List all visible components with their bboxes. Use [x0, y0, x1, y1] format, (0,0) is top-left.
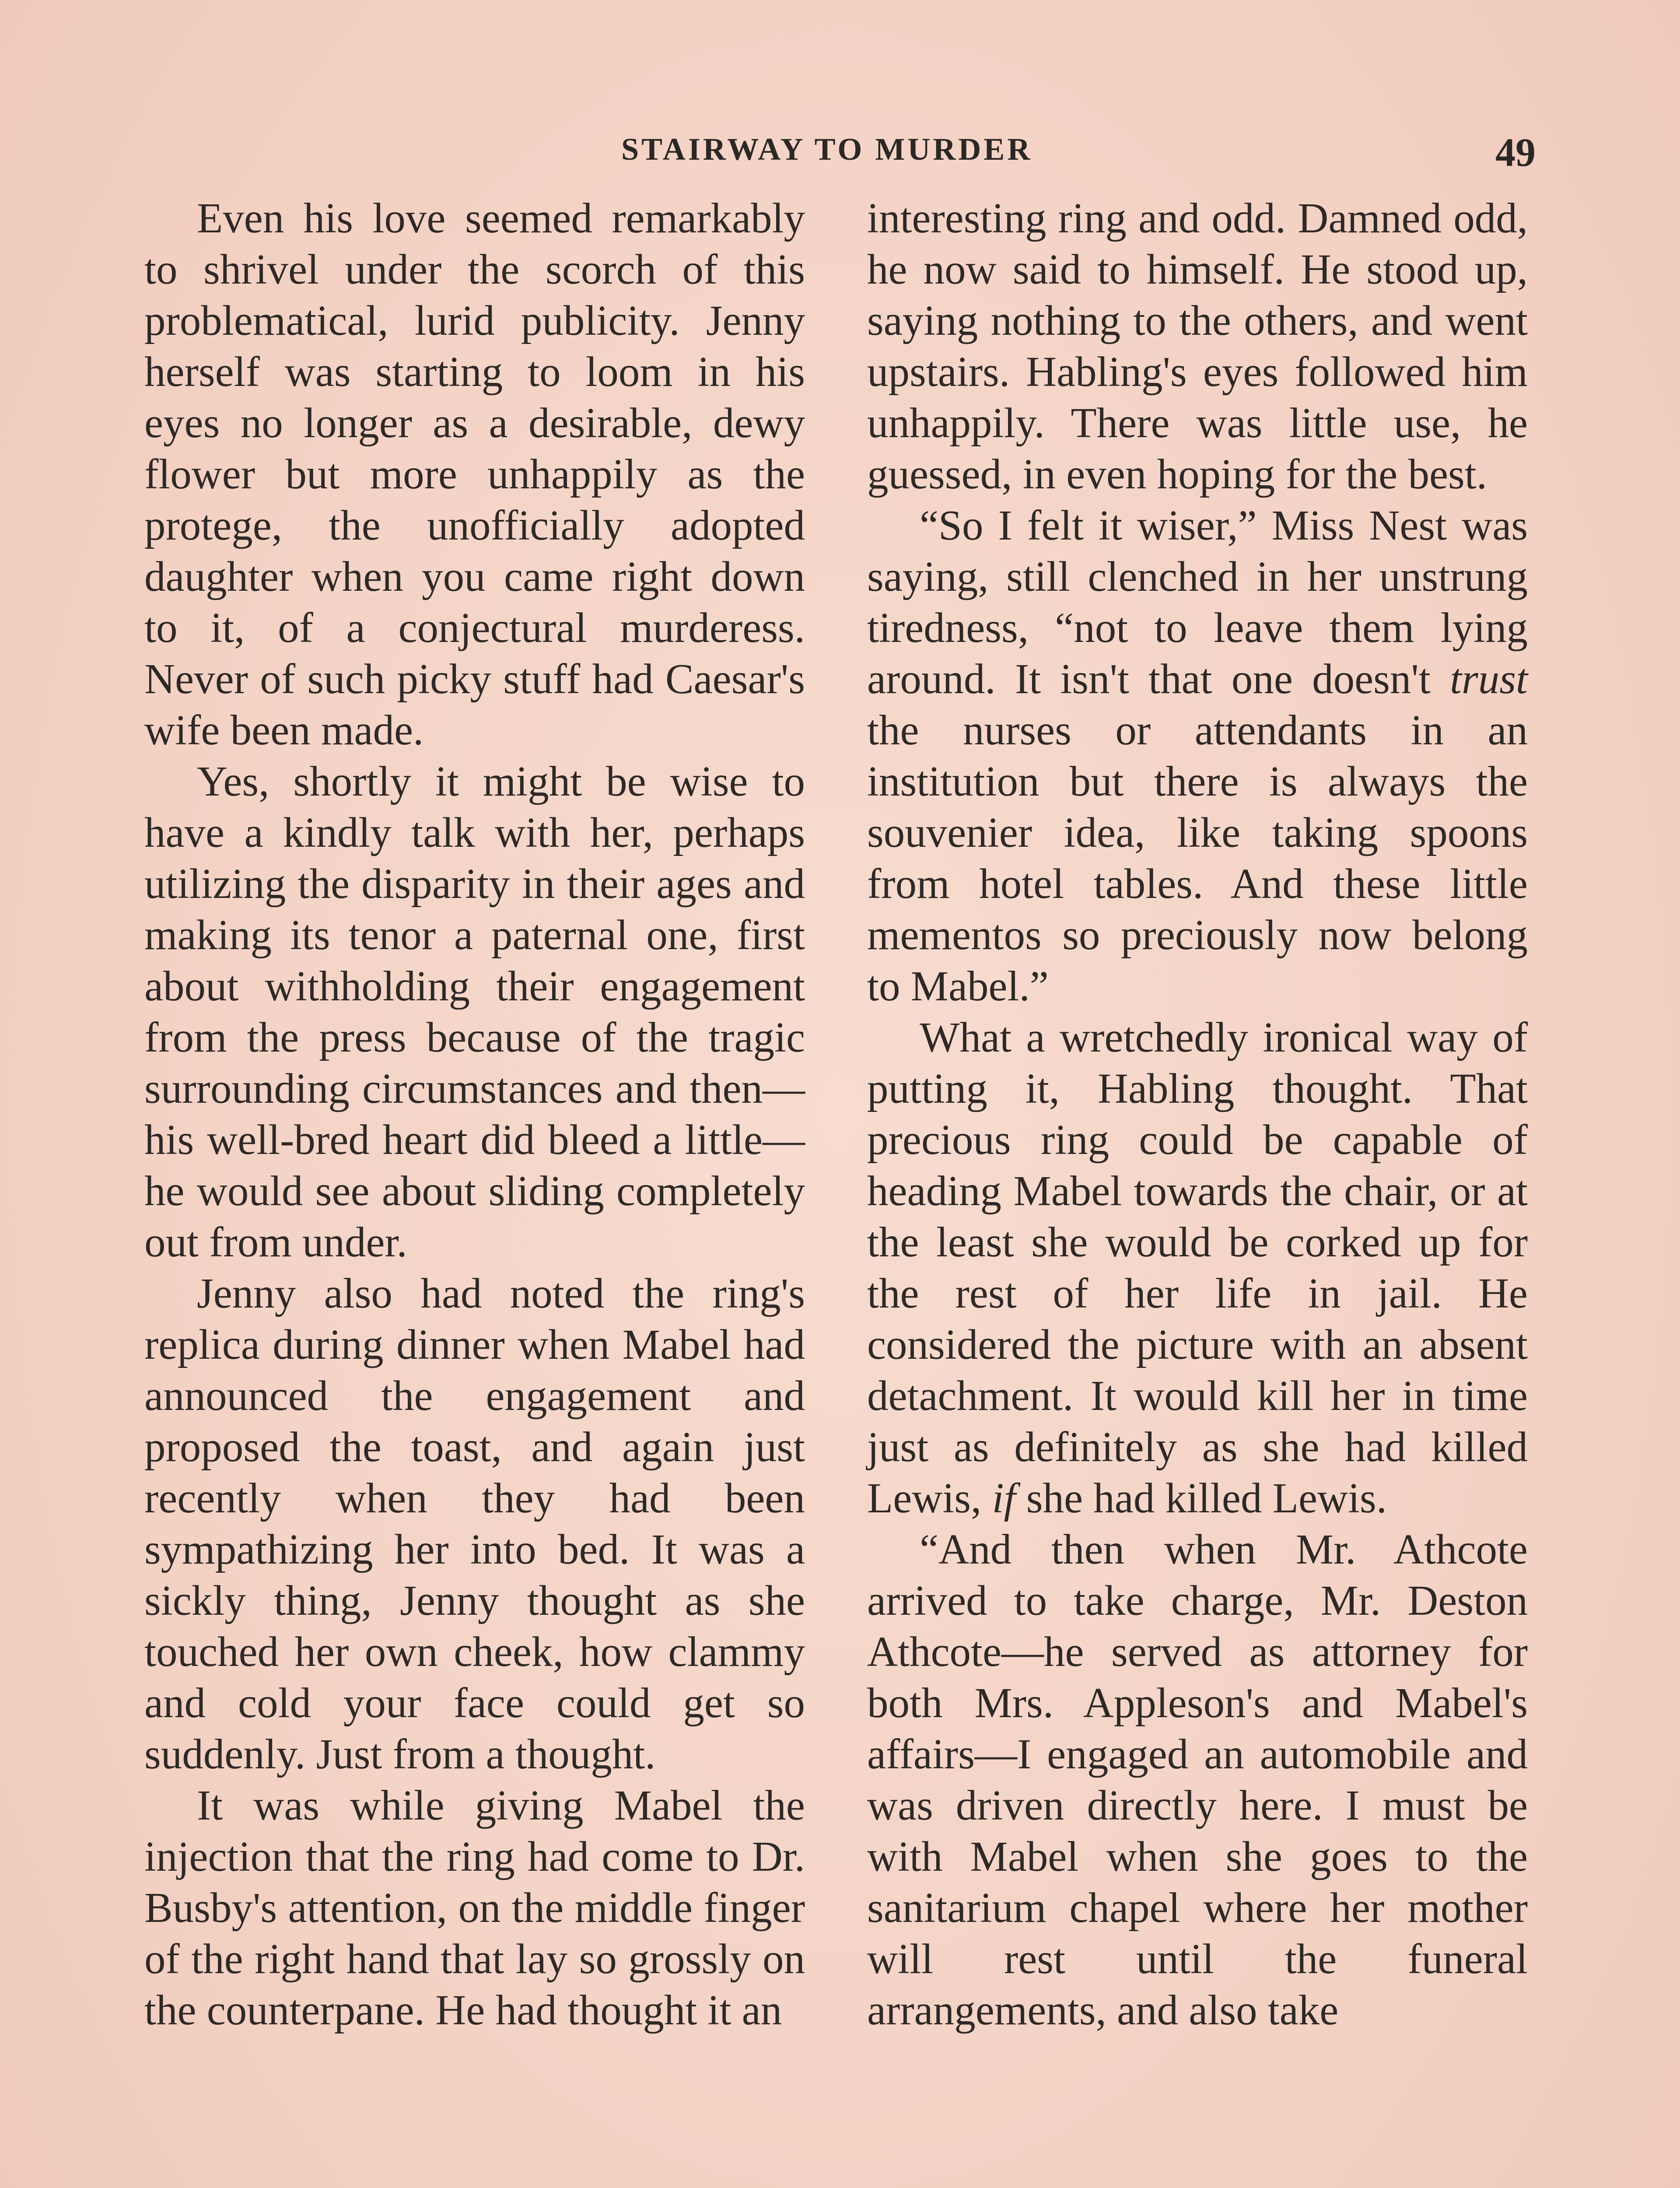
right-paragraph-2 — [867, 500, 1528, 1012]
left-paragraph-4: It was while giving Mabel the injection that the ring had come to Dr. Busby's attention, on the middle finger of the right hand that lay so grossly on the counterpane. He had thought it an — [144, 1782, 805, 2034]
right-paragraph-3-text-b: she had killed Lewis. — [1015, 1475, 1387, 1522]
page-number: 49 — [1495, 130, 1536, 175]
right-paragraph-2-emphasis: trust — [1450, 656, 1528, 702]
left-paragraph-1: Even his love seemed remarkably to shrivel under the scorch of this problematical, lurid publicity. Jenny herself was starting to loom in his eyes no longer as a desirable, dewy flower but more unhappily as the protege, the unofficially adopted daughter when you came right down to it, of a conjectural murderess. Never of such picky stuff had Caesar's wife been made. — [144, 195, 805, 754]
right-paragraph-1: interesting ring and odd. Damned odd, he now said to himself. He stood up, saying nothing to the others, and went upstairs. Habling's eyes followed him unhappily. There was little use, he guessed, in even hoping for the best. — [867, 195, 1528, 498]
running-title: STAIRWAY TO MURDER — [621, 132, 1033, 167]
right-paragraph-3 — [867, 1012, 1528, 1524]
right-paragraph-3-text-a: What a wretchedly ironical way of putting it, Habling thought. That precious ring could be capable of heading Mabel towards the chair, or at the least she would be corked up for the rest of her life in jail. He considered the picture with an absent detachment. It would kill her in time just as definitely as she had killed Lewis, — [867, 1014, 1528, 1522]
left-paragraph-2: Yes, shortly it might be wise to have a kindly talk with her, perhaps utilizing the disparity in their ages and making its tenor a paternal one, first about withholding their engagement from the press because of the tragic surrounding circumstances and then—his well-bred heart did bleed a little—he would see about sliding completely out from under. — [144, 758, 805, 1266]
left-text-column — [144, 193, 805, 2036]
right-text-column — [867, 193, 1528, 2036]
right-paragraph-3-emphasis: if — [992, 1475, 1016, 1522]
right-paragraph-2-text-b: the nurses or attendants in an institution but there is always the souvenier idea, like taking spoons from hotel tables. And these little mementos so preciously now belong to Mabel.” — [867, 707, 1528, 1010]
right-paragraph-4: “And then when Mr. Athcote arrived to take charge, Mr. Deston Athcote—he served as attorney for both Mrs. Appleson's and Mabel's affairs—I engaged an automobile and was driven directly here. I must be with Mabel when she goes to the sanitarium chapel where her mother will rest until the funeral arrangements, and also take — [867, 1526, 1528, 2034]
right-paragraph-2-text-a: “So I felt it wiser,” Miss Nest was saying, still clenched in her unstrung tiredness, “not to leave them lying around. It isn't that one doesn't — [867, 502, 1528, 702]
left-paragraph-3: Jenny also had noted the ring's replica during dinner when Mabel had announced the engagement and proposed the toast, and again just recently when they had been sympathizing her into bed. It was a sickly thing, Jenny thought as she touched her own cheek, how clammy and cold your face could get so suddenly. Just from a thought. — [144, 1270, 805, 1778]
